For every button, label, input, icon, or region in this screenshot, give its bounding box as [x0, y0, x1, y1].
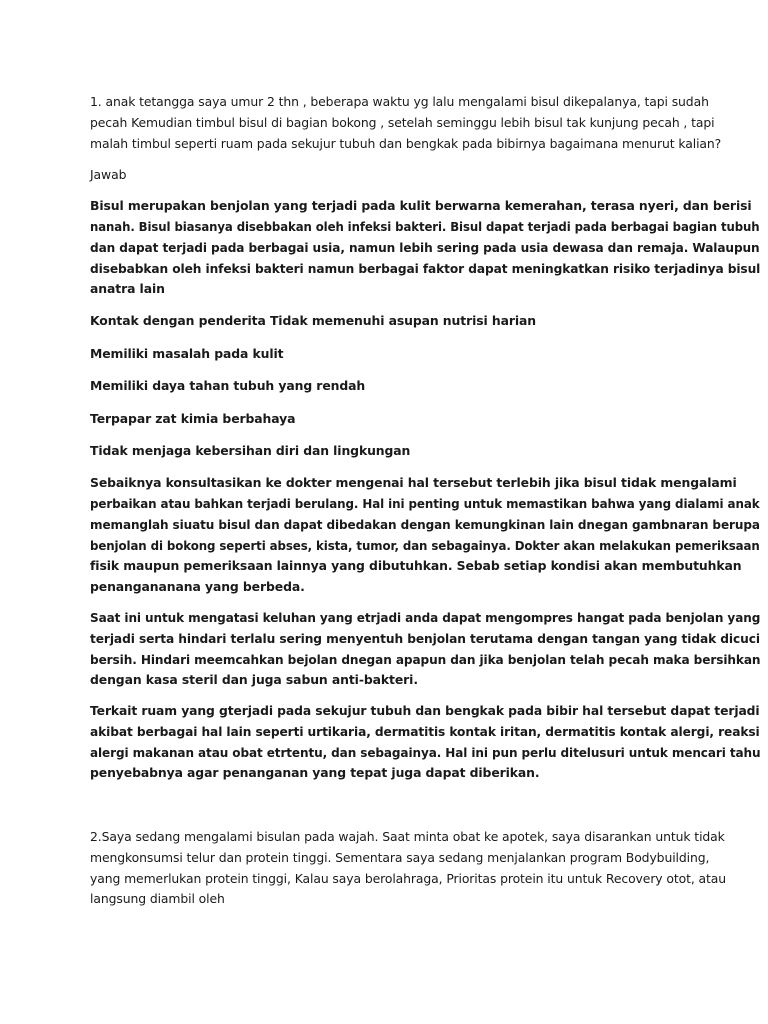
- question-2-line: 2.Saya sedang mengalami bisulan pada wajah. Saat minta obat ke apotek, saya disarankan untuk tidak: [90, 829, 725, 844]
- treatment-paragraph-line: terjadi serta hindari terlalu sering menyentuh benjolan terutama dengan tangan yang tidak dicuci: [90, 631, 760, 646]
- risk-factor-item: Memiliki masalah pada kulit: [90, 346, 284, 361]
- consult-paragraph-line: memanglah siuatu bisul dan dapat dibedakan dengan kemungkinan lain dnegan gambnaran berupa: [90, 517, 760, 532]
- rash-paragraph-line: alergi makanan atau obat etrtentu, dan sebagainya. Hal ini pun perlu ditelusuri untuk mencari tahu: [90, 745, 761, 760]
- consult-paragraph-line: Sebaiknya konsultasikan ke dokter mengenai hal tersebut terlebih jika bisul tidak mengalami: [90, 475, 737, 490]
- treatment-paragraph-line: Saat ini untuk mengatasi keluhan yang etrjadi anda dapat mengompres hangat pada benjolan yang: [90, 610, 761, 625]
- risk-factor-item: Terpapar zat kimia berbahaya: [90, 411, 296, 426]
- treatment-paragraph-line: dengan kasa steril dan juga sabun anti-bakteri.: [90, 672, 418, 687]
- jawab-label: Jawab: [90, 167, 127, 182]
- rash-paragraph-line: penyebabnya agar penanganan yang tepat juga dapat diberikan.: [90, 765, 540, 780]
- consult-paragraph-line: fisik maupun pemeriksaan lainnya yang dibutuhkan. Sebab setiap kondisi akan membutuhkan: [90, 558, 742, 573]
- answer-intro-line: nanah. Bisul biasanya disebbakan oleh infeksi bakteri. Bisul dapat terjadi pada berbagai bagian tubuh: [90, 219, 760, 234]
- question-2-line: yang memerlukan protein tinggi, Kalau saya berolahraga, Prioritas protein itu untuk Recovery otot, atau: [90, 871, 727, 886]
- risk-factor-item: Kontak dengan penderita Tidak memenuhi asupan nutrisi harian: [90, 313, 536, 328]
- consult-paragraph-line: perbaikan atau bahkan terjadi berulang. Hal ini penting untuk memastikan bahwa yang dialami anak: [90, 496, 760, 511]
- question-1-line: malah timbul seperti ruam pada sekujur tubuh dan bengkak pada bibirnya bagaimana menurut kalian?: [90, 136, 722, 151]
- consult-paragraph-line: benjolan di bokong seperti abses, kista, tumor, dan sebagainya. Dokter akan melakukan pemeriksaan: [90, 538, 760, 553]
- rash-paragraph-line: Terkait ruam yang gterjadi pada sekujur tubuh dan bengkak pada bibir hal tersebut dapat terjadi: [90, 703, 760, 718]
- question-1-line: pecah Kemudian timbul bisul di bagian bokong , setelah seminggu lebih bisul tak kunjung pecah , tapi: [90, 115, 715, 130]
- treatment-paragraph-line: bersih. Hindari meemcahkan bejolan dnegan apapun dan jika benjolan telah pecah maka bersihkan: [90, 652, 761, 667]
- risk-factor-item: Tidak menjaga kebersihan diri dan lingkungan: [90, 443, 411, 458]
- answer-intro-line: dan dapat terjadi pada berbagai usia, namun lebih sering pada usia dewasa dan remaja. Walaupun: [90, 240, 760, 255]
- question-1-line: 1. anak tetangga saya umur 2 thn , beberapa waktu yg lalu mengalami bisul dikepalanya, tapi sudah: [90, 94, 709, 109]
- answer-intro-line: Bisul merupakan benjolan yang terjadi pada kulit berwarna kemerahan, terasa nyeri, dan berisi: [90, 198, 752, 213]
- rash-paragraph-line: akibat berbagai hal lain seperti urtikaria, dermatitis kontak iritan, dermatitis kontak alergi, reaksi: [90, 724, 760, 739]
- question-2-line: mengkonsumsi telur dan protein tinggi. Sementara saya sedang menjalankan program Bodybuilding,: [90, 850, 710, 865]
- consult-paragraph-line: penangananana yang berbeda.: [90, 579, 305, 594]
- answer-intro-line: anatra lain: [90, 281, 165, 296]
- question-2-line: langsung diambil oleh: [90, 891, 225, 906]
- answer-intro-line: disebabkan oleh infeksi bakteri namun berbagai faktor dapat meningkatkan risiko terjadinya bisul: [90, 261, 761, 276]
- risk-factor-item: Memiliki daya tahan tubuh yang rendah: [90, 378, 366, 393]
